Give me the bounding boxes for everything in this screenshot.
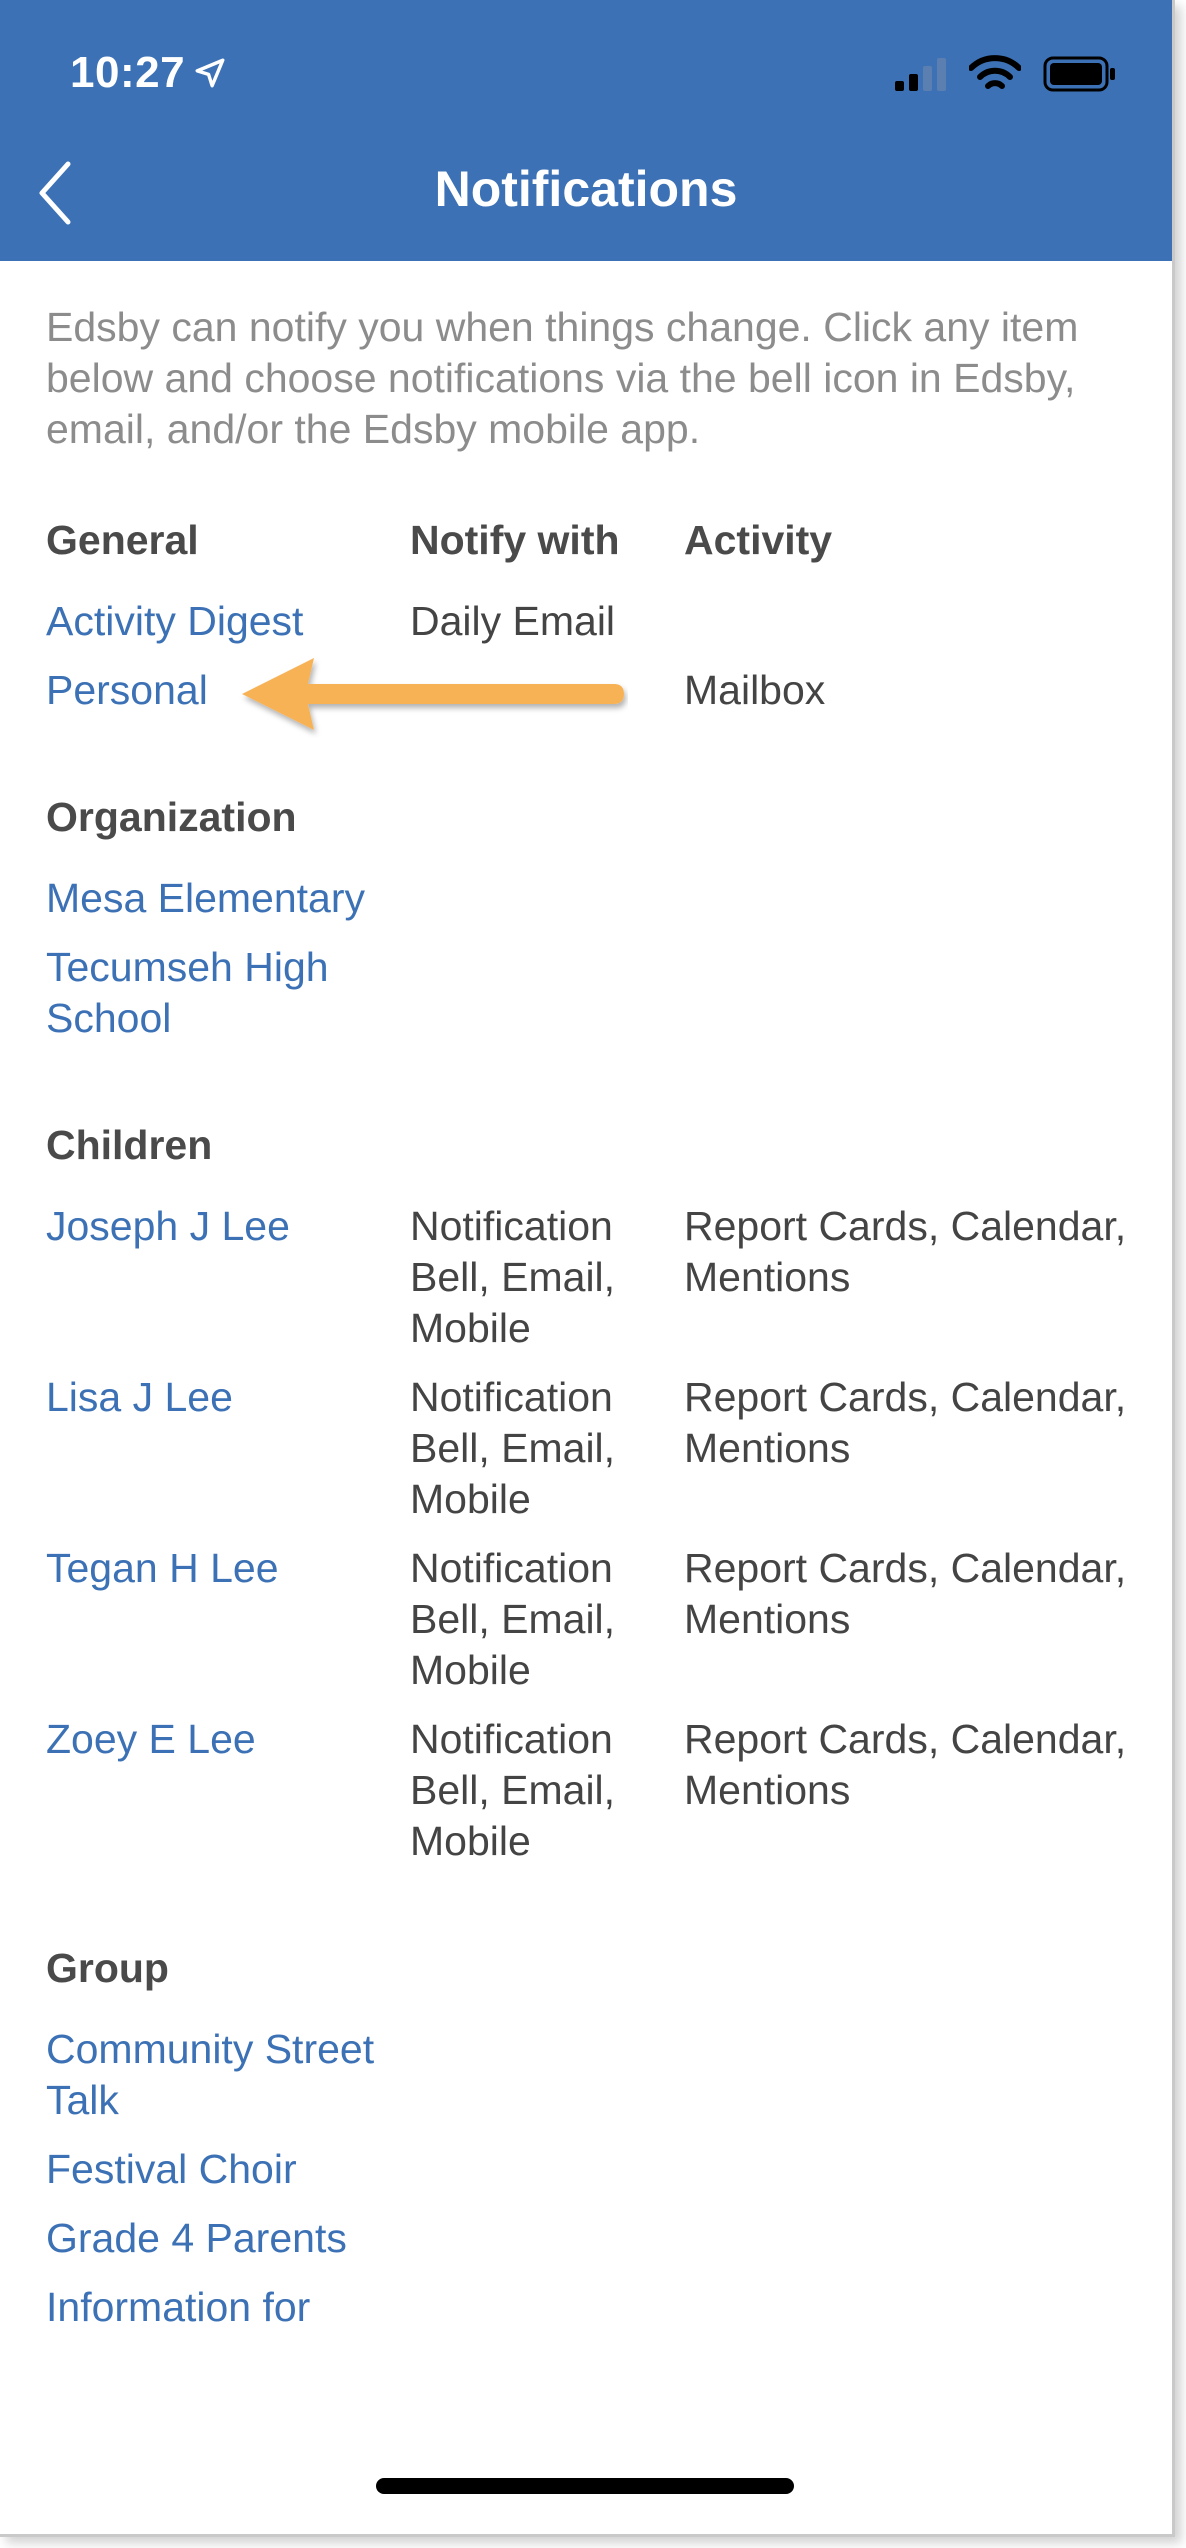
section-heading: Organization [46,794,297,840]
group-link[interactable]: Festival Choir [46,2146,297,2192]
child-link[interactable]: Zoey E Lee [46,1716,256,1762]
activity-value: Report Cards, Calendar, Mentions [684,1716,1127,1813]
notify-with-value: Notification Bell, Email, Mobile [410,1716,616,1864]
activity-value: Report Cards, Calendar, Mentions [684,1545,1127,1642]
location-arrow-icon [193,56,227,90]
children-header-row [46,1120,1136,1171]
child-row [46,1372,1136,1525]
group-row [46,2282,1136,2333]
child-link[interactable]: Tegan H Lee [46,1545,279,1591]
organization-link[interactable]: Tecumseh High School [46,944,329,1041]
notify-with-value: Daily Email [410,598,616,644]
group-header-row [46,1943,1136,1994]
general-header-row [46,515,1136,566]
organization-section [46,792,1136,1044]
activity-value: Report Cards, Calendar, Mentions [684,1203,1127,1300]
notifications-content [46,302,1136,2409]
organization-row [46,942,1136,1044]
organization-row [46,873,1136,924]
section-heading: Children [46,1122,213,1168]
children-section [46,1120,1136,1867]
activity-value: Mailbox [684,667,826,713]
section-heading: General [46,517,199,563]
group-row [46,2213,1136,2264]
activity-value [684,596,1134,647]
notify-with-value: Notification Bell, Email, Mobile [410,1545,616,1693]
group-row [46,2024,1136,2126]
notify-with-value: Notification Bell, Email, Mobile [410,1203,616,1351]
child-link[interactable]: Lisa J Lee [46,1374,233,1420]
battery-icon [1043,56,1117,92]
cellular-signal-icon [895,57,947,91]
notify-with-column-header: Notify with [410,517,620,563]
intro-text: Edsby can notify you when things change. Click any item below and choose notifications via the bell icon in Edsby, email, and/or the Edsby mobile app. [46,304,1079,452]
home-indicator [376,2478,794,2494]
nav-header [0,0,1172,261]
group-link[interactable]: Information for [46,2284,311,2330]
notify-with-value: Notification Bell, Email, Mobile [410,1374,616,1522]
annotation-arrow-icon [238,652,628,738]
child-link[interactable]: Joseph J Lee [46,1203,290,1249]
clock-text: 10:27 [70,48,186,97]
group-section [46,1943,1136,2333]
child-row [46,1714,1136,1867]
personal-link[interactable]: Personal [46,667,208,713]
organization-link[interactable]: Mesa Elementary [46,875,366,921]
activity-value: Report Cards, Calendar, Mentions [684,1374,1127,1471]
status-bar-icons [895,55,1117,93]
general-row [46,596,1136,647]
activity-column-header: Activity [684,517,833,563]
group-row [46,2144,1136,2195]
child-row [46,1201,1136,1354]
group-link[interactable]: Community Street Talk [46,2026,375,2123]
child-row [46,1543,1136,1696]
wifi-icon [969,55,1021,93]
activity-digest-link[interactable]: Activity Digest [46,598,304,644]
organization-header-row [46,792,1136,843]
section-heading: Group [46,1945,169,1991]
status-bar-time [70,48,227,98]
group-link[interactable]: Grade 4 Parents [46,2215,347,2261]
page-title: Notifications [434,161,738,217]
